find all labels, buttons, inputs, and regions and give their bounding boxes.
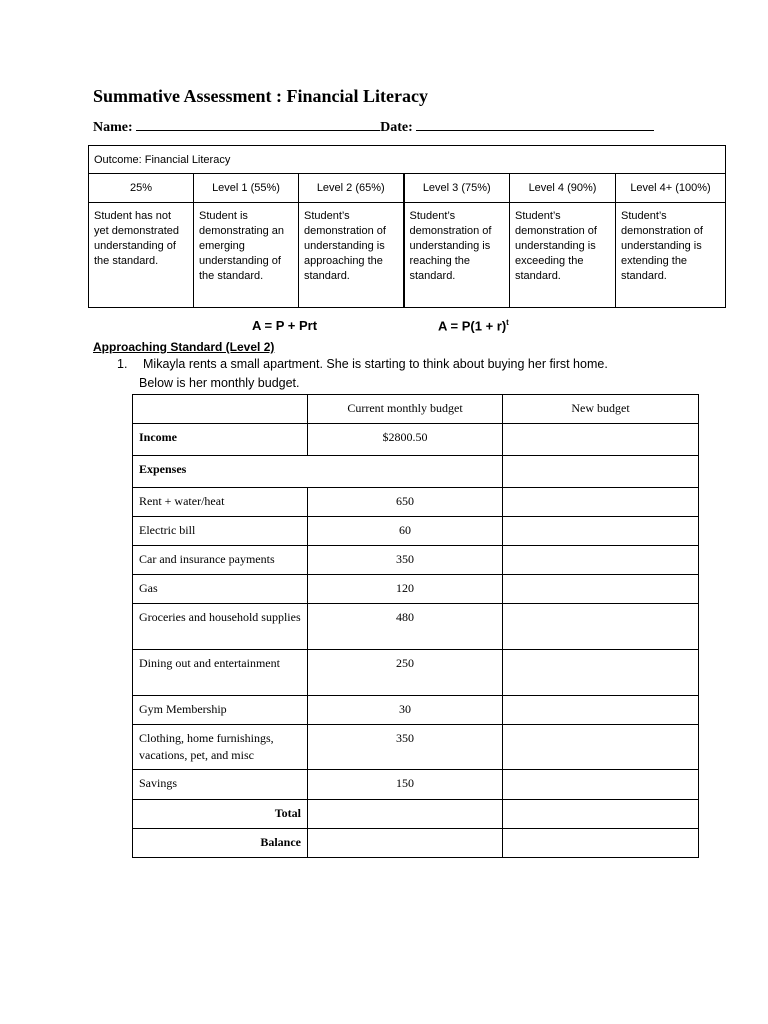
budget-table xyxy=(132,394,699,858)
expense-label: Electric bill xyxy=(133,517,308,546)
expense-label: Groceries and household supplies xyxy=(133,604,308,650)
question-text-line2: Below is her monthly budget. xyxy=(139,376,300,390)
rubric-description: Student has not yet demonstrated understanding of the standard. xyxy=(89,203,194,308)
expense-value: 480 xyxy=(308,604,503,650)
total-label: Total xyxy=(133,800,308,829)
date-blank[interactable] xyxy=(416,118,654,131)
expense-value: 30 xyxy=(308,696,503,725)
expenses-row xyxy=(133,456,699,488)
rubric-level: Level 4+ (100%) xyxy=(616,174,726,203)
budget-header-blank xyxy=(133,395,308,424)
compound-formula-base: A = P(1 + r) xyxy=(438,318,507,334)
expense-new-cell[interactable] xyxy=(503,488,699,517)
table-row xyxy=(133,650,699,696)
table-row xyxy=(133,546,699,575)
question-text-line1: Mikayla rents a small apartment. She is starting to think about buying her first home. xyxy=(143,357,608,371)
expense-new-cell[interactable] xyxy=(503,575,699,604)
expense-value: 650 xyxy=(308,488,503,517)
section-heading: Approaching Standard (Level 2) xyxy=(93,340,275,354)
balance-current-cell[interactable] xyxy=(308,829,503,858)
rubric-outcome: Outcome: Financial Literacy xyxy=(89,146,726,174)
budget-header-current: Current monthly budget xyxy=(308,395,503,424)
expense-label: Gas xyxy=(133,575,308,604)
budget-header-new: New budget xyxy=(503,395,699,424)
expense-value: 60 xyxy=(308,517,503,546)
income-row xyxy=(133,424,699,456)
page-title: Summative Assessment : Financial Literacy xyxy=(93,86,428,106)
table-row xyxy=(133,488,699,517)
expense-new-cell[interactable] xyxy=(503,696,699,725)
expense-new-cell[interactable] xyxy=(503,725,699,770)
rubric-level: Level 2 (65%) xyxy=(299,174,404,203)
table-row xyxy=(133,517,699,546)
expense-new-cell[interactable] xyxy=(503,650,699,696)
expenses-new-cell[interactable] xyxy=(503,456,699,488)
name-blank[interactable] xyxy=(136,118,380,131)
total-row xyxy=(133,800,699,829)
expense-label: Rent + water/heat xyxy=(133,488,308,517)
rubric-description: Student’s demonstration of understanding is approaching the standard. xyxy=(299,203,404,308)
rubric-levels-row xyxy=(89,174,726,203)
balance-new-cell[interactable] xyxy=(503,829,699,858)
expense-new-cell[interactable] xyxy=(503,770,699,800)
question-number: 1. xyxy=(117,357,128,371)
table-row xyxy=(133,575,699,604)
simple-interest-formula: A = P + Prt xyxy=(252,318,318,333)
balance-row xyxy=(133,829,699,858)
expense-label: Savings xyxy=(133,770,308,800)
income-value: $2800.50 xyxy=(308,424,503,456)
rubric-level: Level 1 (55%) xyxy=(194,174,299,203)
budget-header-row xyxy=(133,395,699,424)
compound-formula-exponent: t xyxy=(506,318,509,327)
expense-new-cell[interactable] xyxy=(503,546,699,575)
table-row xyxy=(133,770,699,800)
total-new-cell[interactable] xyxy=(503,800,699,829)
rubric-table xyxy=(88,145,726,308)
balance-label: Balance xyxy=(133,829,308,858)
rubric-level: 25% xyxy=(89,174,194,203)
rubric-description: Student is demonstrating an emerging understanding of the standard. xyxy=(194,203,299,308)
expense-new-cell[interactable] xyxy=(503,604,699,650)
rubric-description: Student’s demonstration of understanding is extending the standard. xyxy=(616,203,726,308)
expense-new-cell[interactable] xyxy=(503,517,699,546)
total-current-cell[interactable] xyxy=(308,800,503,829)
rubric-description: Student’s demonstration of understanding is exceeding the standard. xyxy=(510,203,616,308)
date-label: Date: xyxy=(380,120,413,135)
rubric-descriptions-row xyxy=(89,203,726,308)
expense-value: 350 xyxy=(308,546,503,575)
rubric-level: Level 3 (75%) xyxy=(404,174,510,203)
name-date-line xyxy=(93,118,654,136)
table-row xyxy=(133,604,699,650)
name-label: Name: xyxy=(93,120,133,135)
expense-label: Gym Membership xyxy=(133,696,308,725)
income-new-cell[interactable] xyxy=(503,424,699,456)
expenses-label: Expenses xyxy=(133,456,503,488)
table-row xyxy=(133,725,699,770)
table-row xyxy=(133,696,699,725)
expense-value: 120 xyxy=(308,575,503,604)
rubric-description: Student’s demonstration of understanding is reaching the standard. xyxy=(404,203,510,308)
expense-value: 350 xyxy=(308,725,503,770)
income-label: Income xyxy=(133,424,308,456)
expense-value: 250 xyxy=(308,650,503,696)
expense-value: 150 xyxy=(308,770,503,800)
expense-label: Dining out and entertainment xyxy=(133,650,308,696)
rubric-level: Level 4 (90%) xyxy=(510,174,616,203)
expense-label: Clothing, home furnishings, vacations, pet, and misc xyxy=(133,725,308,770)
expense-label: Car and insurance payments xyxy=(133,546,308,575)
compound-interest-formula xyxy=(438,318,509,333)
